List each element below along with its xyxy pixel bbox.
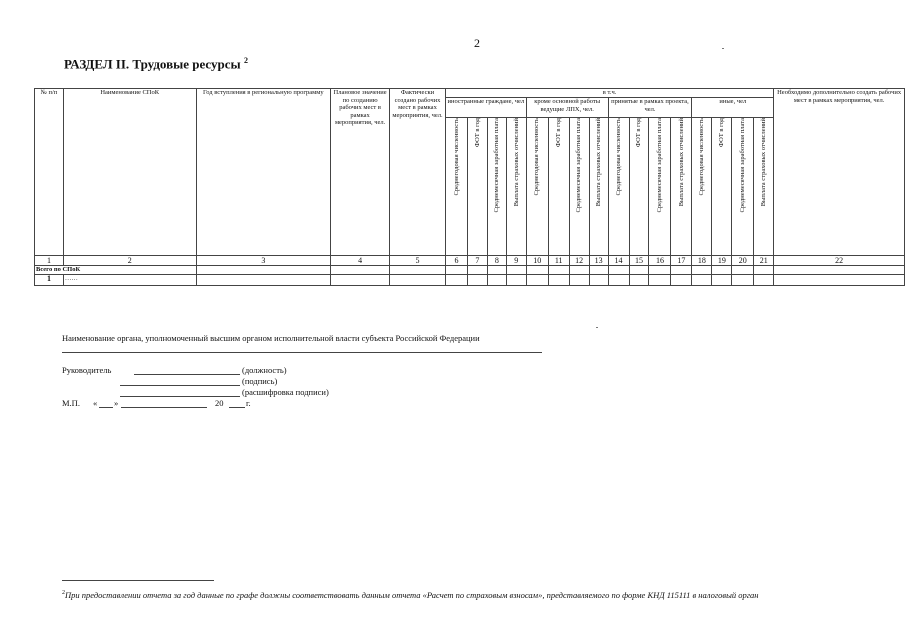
header-year: Год вступления в региональную программу (196, 89, 331, 256)
signature-caption: (подпись) (242, 376, 278, 386)
col-number: 1 (35, 256, 64, 266)
position-line (134, 374, 240, 375)
labor-resources-table (34, 88, 905, 286)
page-number: 2 (474, 36, 480, 50)
sub-fot: ФОТ в год (712, 118, 732, 256)
header-spok-name: Наименование СПоК (63, 89, 196, 256)
row-number: 1 (35, 275, 64, 286)
sub-headcount: Среднегодовая численность (608, 118, 629, 256)
sub-avg-salary: Среднемесячная заработная плата (732, 118, 754, 256)
date-year-prefix: 20 (215, 398, 224, 408)
sub-headcount: Среднегодовая численность (445, 118, 467, 256)
sub-insurance: Выплата страховых отчислений (754, 118, 774, 256)
footnote (62, 588, 882, 601)
date-month-line (121, 407, 207, 408)
col-number: 7 (467, 256, 487, 266)
table-row (35, 266, 905, 275)
sub-fot: ФОТ в год (467, 118, 487, 256)
date-day-line (99, 407, 113, 408)
group-foreign: иностранные граждане, чел (445, 98, 526, 118)
head-label: Руководитель (62, 365, 112, 375)
row-name: …… (63, 275, 196, 286)
date-quote-open: « (93, 398, 98, 408)
col-number: 22 (774, 256, 905, 266)
sub-insurance: Выплата страховых отчислений (589, 118, 608, 256)
transcript-caption: (расшифровка подписи) (242, 387, 329, 397)
col-number: 17 (671, 256, 692, 266)
sub-headcount: Среднегодовая численность (526, 118, 548, 256)
total-label: Всего по СПоК (35, 266, 197, 275)
col-number: 20 (732, 256, 754, 266)
footnote-text: При предоставлении отчета за год данные по графе должны соответствовать данным отчета «Расчет по страховым взносам», представляемого по форме КНД 115111 в налоговый орган (65, 589, 759, 600)
header-num: № п/п (35, 89, 64, 256)
group-project: принятые в рамках проекта, чел. (608, 98, 692, 118)
col-number: 3 (196, 256, 331, 266)
col-number: 8 (487, 256, 506, 266)
signature-line (120, 385, 240, 386)
org-name-line (62, 352, 542, 353)
position-caption: (должность) (242, 365, 287, 375)
date-quote-close: » (114, 398, 119, 408)
col-number: 16 (649, 256, 671, 266)
col-number: 5 (390, 256, 446, 266)
sub-avg-salary: Среднемесячная заработная плата (569, 118, 589, 256)
section-title (64, 56, 248, 72)
col-number: 2 (63, 256, 196, 266)
col-number: 15 (629, 256, 649, 266)
col-number: 13 (589, 256, 608, 266)
sub-avg-salary: Среднемесячная заработная плата (487, 118, 506, 256)
col-number: 9 (506, 256, 526, 266)
col-number: 19 (712, 256, 732, 266)
col-number: 12 (569, 256, 589, 266)
col-number: 14 (608, 256, 629, 266)
col-number: 10 (526, 256, 548, 266)
transcript-line (120, 396, 240, 397)
sub-avg-salary: Среднемесячная заработная плата (649, 118, 671, 256)
col-number: 18 (692, 256, 712, 266)
sub-fot: ФОТ в год (629, 118, 649, 256)
sub-insurance: Выплата страховых отчислений (506, 118, 526, 256)
table-row (35, 275, 905, 286)
col-number: 6 (445, 256, 467, 266)
footnote-number: 2 (62, 590, 65, 596)
col-number: 11 (548, 256, 569, 266)
group-other: иные, чел (692, 98, 774, 118)
footnote-ref: 2 (243, 56, 248, 65)
org-label: Наименование органа, уполномоченный высшим органом исполнительной власти субъекта Российской Федерации (62, 333, 480, 343)
header-additional: Необходимо дополнительно создать рабочих мест в рамках мероприятия, чел. (774, 89, 905, 256)
date-year-line (229, 407, 245, 408)
sub-insurance: Выплата страховых отчислений (671, 118, 692, 256)
header-including: в т.ч. (445, 89, 773, 98)
section-title-text: РАЗДЕЛ II. Трудовые ресурсы (64, 56, 241, 72)
col-number: 4 (331, 256, 390, 266)
column-numbers-row (35, 256, 905, 266)
sub-headcount: Среднегодовая численность (692, 118, 712, 256)
stamp-label: М.П. (62, 398, 80, 408)
footnote-separator (62, 580, 214, 581)
header-actual: Фактически создано рабочих мест в рамках мероприятия, чел. (390, 89, 446, 256)
scan-speck (722, 48, 724, 49)
sub-fot: ФОТ в год (548, 118, 569, 256)
date-year-suffix: г. (246, 398, 251, 408)
scan-speck (596, 327, 598, 328)
header-planned: Плановое значение по созданию рабочих мест в рамках мероприятия, чел. (331, 89, 390, 256)
group-lph: кроме основной работы ведущие ЛПХ, чел. (526, 98, 608, 118)
col-number: 21 (754, 256, 774, 266)
